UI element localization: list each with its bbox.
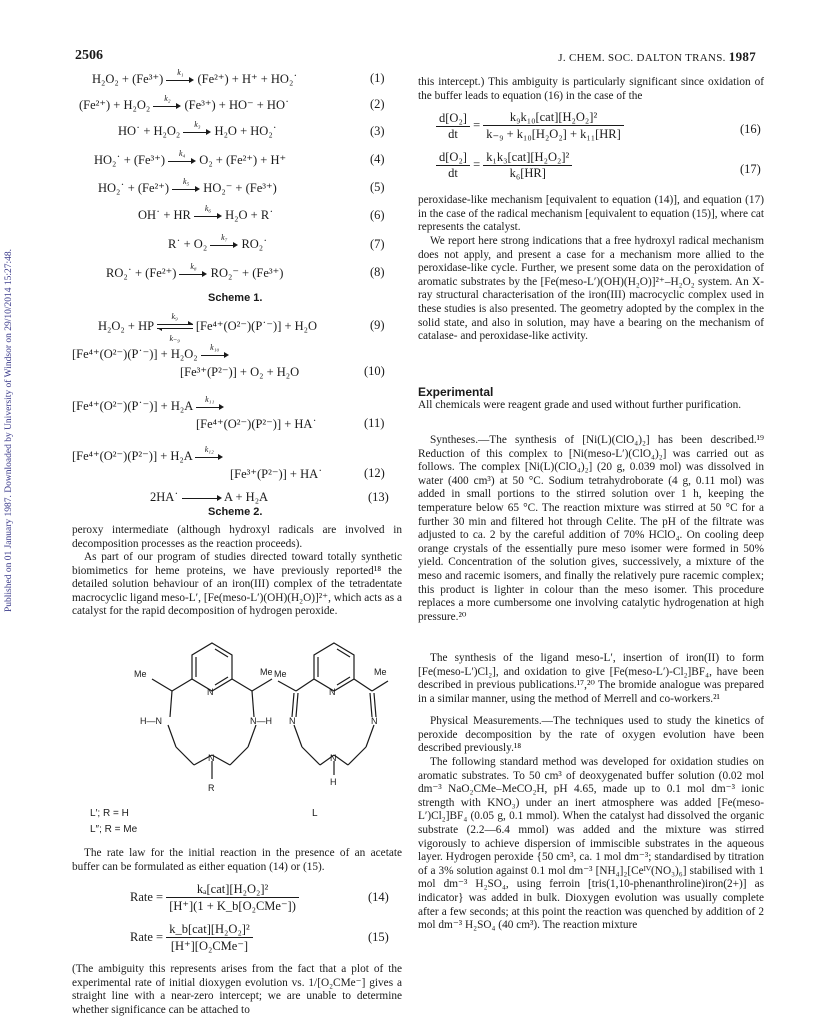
eq9-lhs: H₂O₂ + HP (98, 319, 154, 333)
reaction-arrow-icon: k₈ (179, 269, 207, 279)
eq13-number: (13) (368, 490, 389, 504)
eq14-rate: Rate = (130, 889, 164, 904)
reaction-arrow-icon: k₁₂ (195, 452, 223, 462)
eq12-rhs: [Fe³⁺(P²⁻)] + HA˙ (230, 467, 323, 481)
eq13-lhs: 2HA˙ (150, 490, 179, 504)
ligand-structure-diagram (72, 625, 402, 815)
equation-lhs: HO₂˙ + (Fe²⁺) (98, 181, 170, 195)
equation-number: (4) (370, 152, 385, 166)
scheme1-equation-2 (79, 94, 290, 113)
journal-year: 1987 (728, 49, 756, 64)
equation-lhs: R˙ + O₂ (168, 237, 208, 251)
physical-measurements-paragraph: Physical Measurements.—The techniques used to study the kinetics of peroxide decomposition by the rate of oxygen evolution have been described previously.¹⁸ (418, 715, 764, 755)
equation-rhs: H₂O + HO₂˙ (214, 124, 277, 138)
eq15-rate: Rate = (130, 929, 164, 944)
equation-number: (6) (370, 208, 385, 222)
reaction-arrow-icon: k₁₁ (196, 402, 224, 412)
equation-rhs: (Fe²⁺) + H⁺ + HO₂˙ (197, 72, 298, 86)
eq17-lhs-num: d[O₂] (436, 150, 470, 166)
nitrogen-label: N (289, 716, 296, 726)
equation-lhs: H₂O₂ + (Fe³⁺) (92, 72, 164, 86)
equation-lhs: RO₂˙ + (Fe²⁺) (106, 266, 177, 280)
right-paragraph-8: The following standard method was developed for oxidation studies on aromatic substrates. To 50 cm³ of deoxygenated buffer solution (0.02 mol dm⁻³ NaO₂CMe–MeCO₂H, pH 4.65, made up to 0.1 mol dm⁻³ ionic strength with KNO₃) under an inert atmosphere was added [Fe(meso-L′)Cl₂]BF₄ (0.05 g, 0.1 mmol). When the catalyst had dissolved the organic substrate (2.2—6.4 mmol) was added and the mixture was stirred vigorously to achieve dispersion of immiscible substrates in the aqueous layer. Hydrogen peroxide {50 cm³, ca. 1 mol dm⁻³; standardised by titration of a 3% solution against 0.1 mol dm⁻³ [NH₄]₂[Ceᴵⱽ(NO₃)₆] stabilised with 1 mol dm⁻³ H₂SO₄, using ferroin [tris(1,10-phenanthroline)iron(2+)] as indicator} was added in bulk. Dioxygen evolution was usually complete after a few seconds; at this point the reaction was quenched by addition of 2 mol dm⁻³ H₂SO₄ (40 cm³). The reaction mixture (418, 756, 764, 932)
equation-12-lhs (72, 445, 223, 464)
eq17-number: (17) (740, 162, 761, 176)
methyl-label: Me (274, 669, 287, 679)
reaction-arrow-icon: k₇ (210, 240, 238, 250)
eq14-numerator: kₐ[cat][H₂O₂]² (166, 882, 299, 898)
equation-9 (98, 312, 318, 344)
ligand-label-3: L (312, 808, 318, 819)
reaction-arrow-icon: k₁₀ (201, 350, 229, 360)
hydrogen-label: H (330, 777, 337, 787)
journal-prefix: J. CHEM. SOC. (558, 52, 634, 64)
eq9-number: (9) (370, 318, 385, 332)
equation-number: (5) (370, 180, 385, 194)
provenance-note: Published on 01 January 1987. Downloaded by University of Windsor on 29/10/2014 15:27:48. (4, 248, 14, 612)
right-paragraph-1: this intercept.) This ambiguity is particularly significant since oxidation of the buffer leads to equation (16) in the case of the (418, 76, 764, 102)
left-paragraph-3: The rate law for the initial reaction in the presence of an acetate buffer can be formulated as either equation (14) or (15). (72, 847, 402, 873)
eq14-number: (14) (368, 890, 389, 904)
amine-label: H—N (140, 716, 162, 726)
right-paragraph-6: The synthesis of the ligand meso-L′, insertion of iron(II) to form [Fe(meso-L′)Cl₂], and oxidation to give [Fe(meso-L′)-Cl₂]BF₄, have been described in previous publications.¹⁷,²⁰ The bromide analogue was prepared in a similar manner, using the method of Merrell and co-workers.²¹ (418, 652, 764, 705)
equation-rhs: RO₂˙ (241, 237, 268, 251)
syntheses-paragraph: Syntheses.—The synthesis of [Ni(L)(ClO₄)₂] has been described.¹⁹ Reduction of this complex to [Ni(meso-L′)(ClO₄)₂] was carried out as follows. The complex [Ni(L)(ClO₄)₂] (20 g, 0.039 mol) was dissolved in water (400 cm³) at 50 °C. Sodium tetrahydroborate (4 g, 0.11 mol) was added in small portions to the stirred solution over 1 h, keeping the temperature below 65 °C. The reaction mixture was stirred at 50 °C for a further 30 min and filtered hot through Celite. The pH of the filtrate was adjusted to ca. 2 by the careful addition of 70% HClO₄. On cooling deep orange crystals of the essentially pure meso isomer were formed in 50% yield. Concentration of the solution gives, successively, a mixture of the meso and racemic isomers, and finally the relatively pure racemic complex; this product is lighter in colour than the meso isomer. This procedure replaces a more cumbersome one involving catalytic hydrogenation at high pressure.²⁰ (418, 434, 764, 623)
equation-15 (130, 922, 253, 954)
nitrogen-label: N (207, 687, 214, 697)
equation-17: $\frac{\text{d[O₂]}}{dt}$ = $\frac{\text{k₁k₃[cat][H₂O₂]²}}{\text{k₆[HR]}}$ (436, 150, 572, 181)
eq14-denominator: [H⁺](1 + K_b[O₂CMe⁻]) (169, 899, 296, 913)
eq16-lhs-num: d[O₂] (436, 111, 470, 127)
scheme1-equation-5 (98, 177, 277, 196)
right-paragraph-2: peroxidase-like mechanism [equivalent to equation (14)], and equation (17) in the case of the radical mechanism [equivalent to equation (15)], where cat represents the catalyst. (418, 194, 764, 234)
equation-lhs: HO₂˙ + (Fe³⁺) (94, 153, 166, 167)
eq15-denominator: [H⁺][O₂CMe⁻] (170, 939, 249, 953)
eq9-kr: k₋₉ (169, 334, 180, 344)
eq16-number: (16) (740, 122, 761, 136)
nitrogen-label: N (371, 716, 378, 726)
equation-rhs: RO₂⁻ + (Fe³⁺) (210, 266, 284, 280)
equation-rhs: HO₂⁻ + (Fe³⁺) (203, 181, 277, 195)
eq16-lhs-den: dt (448, 126, 458, 141)
page-number: 2506 (75, 48, 103, 63)
left-paragraph-4: (The ambiguity this represents arises from the fact that a plot of the experimental rate of initial dioxygen evolution vs. 1/[O₂CMe⁻] gives a straight line with a near-zero intercept; we are unable to determine whether significance can be attached to (72, 963, 402, 1016)
eq9-kf: k₉ (171, 312, 178, 322)
equation-lhs: (Fe²⁺) + H₂O₂ (79, 98, 151, 112)
equation-rhs: O₂ + (Fe²⁺) + H⁺ (199, 153, 287, 167)
eq17-lhs-den: dt (448, 166, 458, 180)
scheme-2-label: Scheme 2. (208, 506, 263, 518)
eq12-number: (12) (364, 466, 385, 480)
equation-lhs: HO˙ + H₂O₂ (118, 124, 181, 138)
eq11-rhs: [Fe⁴⁺(O²⁻)(P²⁻)] + HA˙ (196, 417, 317, 431)
nitrogen-label: N (330, 753, 337, 763)
scheme1-equation-7 (168, 233, 268, 252)
eq10-number: (10) (364, 364, 385, 378)
scheme-1-label: Scheme 1. (208, 292, 263, 304)
equilibrium-arrow-icon (157, 312, 193, 344)
eq11-lhs: [Fe⁴⁺(O²⁻)(P˙⁻)] + H₂A (72, 399, 193, 413)
eq16-numerator: k₉k₁₀[cat][H₂O₂]² (483, 110, 624, 126)
eq10-lhs: [Fe⁴⁺(O²⁻)(P˙⁻)] + H₂O₂ (72, 347, 198, 361)
nitrogen-label: N (329, 687, 336, 697)
reaction-arrow-icon: k₄ (168, 156, 196, 166)
equation-number: (1) (370, 71, 385, 85)
right-paragraph-3: We report here strong indications that a free hydroxyl radical mechanism does not apply, and present a case for a mechanism more allied to the peroxidase-like cycle. Further, we present some data on the peroxidation of aromatic substrates by the [Fe(meso-L′)(OH)(H₂O)]²⁺–H₂O₂ system. An X-ray structural characterisation of the iron(III) macrocyclic complex used in these studies is also presented. The geometry adopted by the complex in the solid state, and also in solution, may have a bearing on the mechanism of catalase- and peroxidase-like activity. (418, 235, 764, 343)
reaction-arrow-icon: k₆ (194, 211, 222, 221)
journal-header (558, 49, 756, 65)
ligand-label-2: L″; R = Me (90, 824, 138, 835)
equation-number: (8) (370, 265, 385, 279)
methyl-label: Me (134, 669, 147, 679)
reaction-arrow-icon: k₁ (166, 75, 194, 85)
eq15-number: (15) (368, 930, 389, 944)
reaction-arrow-icon: k₃ (183, 127, 211, 137)
equation-rhs: H₂O + R˙ (225, 208, 274, 222)
equation-11-lhs (72, 395, 224, 414)
left-paragraph-1: peroxy intermediate (although hydroxyl radicals are involved in decomposition processes as the reaction proceeds). (72, 524, 402, 550)
experimental-heading: Experimental (418, 385, 494, 399)
ligand-label-1: L′; R = H (90, 808, 129, 819)
right-paragraph-4: All chemicals were reagent grade and used without further purification. (418, 399, 742, 411)
scheme1-equation-3 (118, 120, 277, 139)
scheme1-equation-6 (138, 204, 274, 223)
eq12-lhs: [Fe⁴⁺(O²⁻)(P²⁻)] + H₂A (72, 449, 193, 463)
left-paragraph-2: As part of our program of studies directed toward totally synthetic biomimetics for heme proteins, we have previously reported¹⁸ the detailed solution behaviour of an iron(III) complex of the tetradentate macrocyclic ligand meso-L′, [Fe(meso-L′)(OH)(H₂O)]²⁺, which acts as a catalyst for the rapid decomposition of hydrogen peroxide. (72, 551, 402, 618)
equation-lhs: OH˙ + HR (138, 208, 191, 222)
nitrogen-label: N (208, 753, 215, 763)
equation-number: (7) (370, 237, 385, 251)
reaction-arrow-icon (182, 493, 222, 503)
reaction-arrow-icon: k₅ (172, 184, 200, 194)
reaction-arrow-icon: k₂ (153, 101, 181, 111)
equation-number: (2) (370, 97, 385, 111)
scheme1-equation-8 (106, 262, 284, 281)
equation-13 (150, 490, 268, 505)
journal-name: DALTON TRANS. (636, 52, 726, 64)
scheme1-equation-1 (92, 68, 298, 87)
eq9-rhs: [Fe⁴⁺(O²⁻)(P˙⁻)] + H₂O (195, 319, 318, 333)
eq10-rhs: [Fe³⁺(P²⁻)] + O₂ + H₂O (180, 365, 300, 379)
equation-14 (130, 882, 299, 914)
equation-16: $\frac{\text{d[O₂]}}{dt}$ = $\frac{\text{k₉k₁₀[cat][H₂O₂]²}}{\text{k₋₉ + k₁₀[H₂O₂] + k₁₁[HR]}}$ (436, 110, 624, 142)
eq15-numerator: k_b[cat][H₂O₂]² (166, 922, 253, 938)
amine-label: N—H (250, 716, 272, 726)
eq17-denominator: k₆[HR] (509, 166, 546, 180)
equation-10-lhs (72, 343, 229, 362)
equation-number: (3) (370, 124, 385, 138)
methyl-label: Me (260, 667, 273, 677)
r-group-label: R (208, 783, 215, 793)
eq13-rhs: A + H₂A (224, 490, 269, 504)
scheme1-equation-4 (94, 149, 287, 168)
methyl-label: Me (374, 667, 387, 677)
equation-rhs: (Fe³⁺) + HO⁻ + HO˙ (184, 98, 290, 112)
eq17-numerator: k₁k₃[cat][H₂O₂]² (483, 150, 572, 166)
eq11-number: (11) (364, 416, 385, 430)
eq16-denominator: k₋₉ + k₁₀[H₂O₂] + k₁₁[HR] (486, 127, 621, 141)
